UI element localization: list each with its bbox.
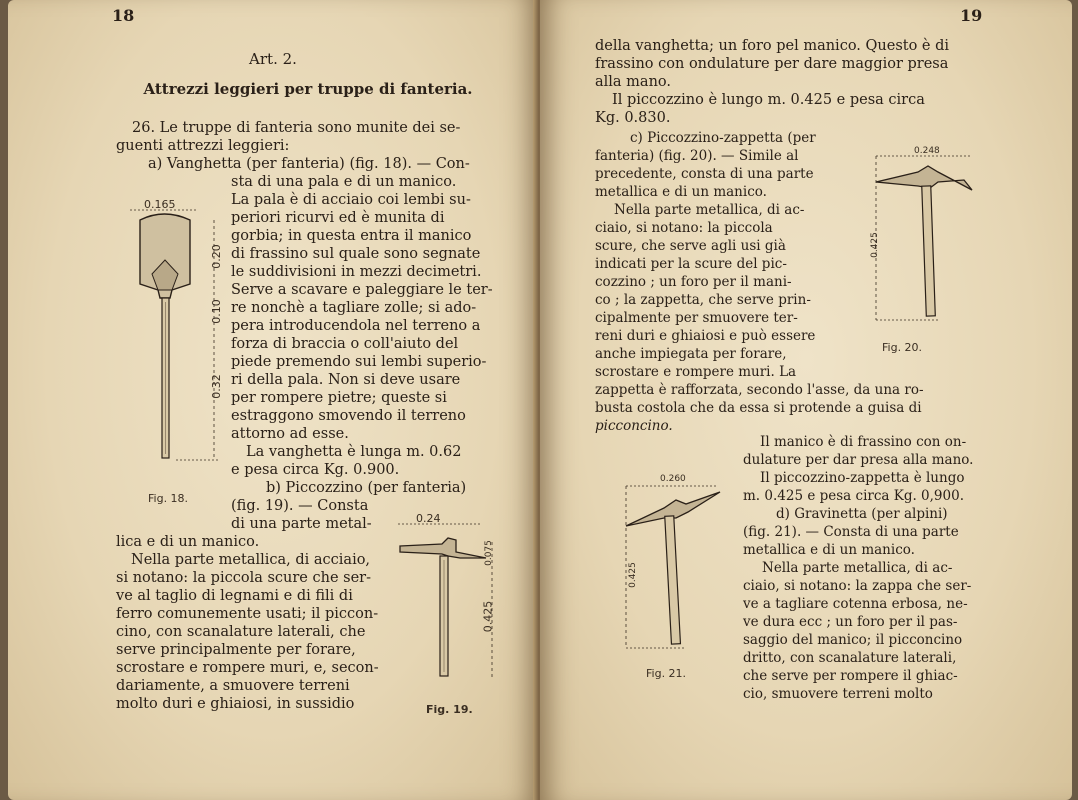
text-line: guenti attrezzi leggieri: — [116, 138, 290, 154]
text-line: dulature per dar presa alla mano. — [743, 452, 974, 468]
dimension-label: 0.075 — [483, 540, 494, 566]
text-line: La pala è di acciaio coi lembi su- — [231, 192, 471, 208]
text-line: alla mano. — [595, 74, 671, 90]
text-line: di una parte metal- — [231, 516, 372, 532]
right-page — [540, 0, 1072, 800]
text-line: a) Vanghetta (per fanteria) (fig. 18). — Con- — [148, 156, 470, 172]
text-line: ve al taglio di legnami e di fili di — [116, 588, 353, 604]
text-line: dritto, con scanalature laterali, — [743, 650, 957, 666]
text-line: re nonchè a tagliare zolle; si ado- — [231, 300, 477, 316]
text-line: Kg. 0.830. — [595, 110, 671, 126]
text-line: co ; la zappetta, che serve prin- — [595, 292, 811, 308]
dimension-label: 0.24 — [416, 512, 441, 525]
text-line: gorbia; in questa entra il manico — [231, 228, 472, 244]
text-line: Il piccozzino è lungo m. 0.425 e pesa circa — [612, 92, 925, 108]
text-line: si notano: la piccola scure che ser- — [116, 570, 371, 586]
text-line: m. 0.425 e pesa circa Kg. 0,900. — [743, 488, 964, 504]
text-line: pera introducendola nel terreno a — [231, 318, 481, 334]
text-line: ferro comunemente usati; il piccon- — [116, 606, 379, 622]
article-heading: Art. 2. — [249, 50, 297, 68]
text-line: anche impiegata per forare, — [595, 346, 787, 362]
text-line: ve dura ecc ; un foro per il pas- — [743, 614, 958, 630]
text-line: sta di una pala e di un manico. — [231, 174, 457, 190]
text-line: attorno ad esse. — [231, 426, 349, 442]
text-line: 26. Le truppe di fanteria sono munite dei se- — [132, 120, 461, 136]
text-line: scrostare e rompere muri. La — [595, 364, 797, 380]
text-line: scrostare e rompere muri, e, secon- — [116, 660, 379, 676]
text-line: fanteria) (fig. 20). — Simile al — [595, 148, 799, 164]
dimension-label: 0.425 — [481, 600, 495, 633]
figure-caption: Fig. 21. — [646, 667, 687, 680]
text-line: busta costola che da essa si protende a guisa di — [595, 400, 922, 416]
dimension-label: 0.10 — [209, 299, 223, 324]
text-line: frassino con ondulature per dare maggior presa — [595, 56, 949, 72]
text-line: che serve per rompere il ghiac- — [743, 668, 958, 684]
text-line: Nella parte metallica, di acciaio, — [131, 552, 371, 568]
figure-caption: Fig. 19. — [426, 703, 473, 716]
dimension-label: 0.32 — [209, 374, 223, 399]
left-page — [8, 0, 538, 800]
text-line: metallica e di un manico. — [595, 184, 767, 200]
section-title: Attrezzi leggieri per truppe di fanteria. — [143, 80, 473, 98]
text-line: dariamente, a smuovere terreni — [116, 678, 350, 694]
text-line: cozzino ; un foro per il mani- — [595, 274, 792, 290]
text-line: Serve a scavare e paleggiare le ter- — [231, 282, 493, 298]
figure-caption: Fig. 18. — [148, 492, 189, 505]
text-line: zappetta è rafforzata, secondo l'asse, da una ro- — [595, 382, 924, 398]
text-line: b) Piccozzino (per fanteria) — [266, 480, 467, 496]
text-line: precedente, consta di una parte — [595, 166, 814, 182]
text-line: serve principalmente per forare, — [116, 642, 356, 658]
figure-18-spade — [120, 198, 220, 468]
dimension-label: 0.248 — [914, 146, 940, 156]
text-line: metallica e di un manico. — [743, 542, 915, 558]
text-line: scure, che serve agli usi già — [595, 238, 786, 254]
text-line: le suddivisioni in mezzi decimetri. — [231, 264, 482, 280]
page-number: 18 — [112, 6, 135, 25]
dimension-label: 0.425 — [627, 562, 638, 588]
dimension-label: 0.165 — [144, 198, 176, 211]
text-line: ciaio, si notano: la piccola — [595, 220, 773, 236]
text-line: La vanghetta è lunga m. 0.62 — [246, 444, 462, 460]
text-line: estraggono smovendo il terreno — [231, 408, 466, 424]
text-line: reni duri e ghiaiosi e può essere — [595, 328, 816, 344]
text-line: periori ricurvi ed è munita di — [231, 210, 445, 226]
figure-caption: Fig. 20. — [882, 341, 923, 354]
text-line: molto duri e ghiaiosi, in sussidio — [116, 696, 355, 712]
text-line: e pesa circa Kg. 0.900. — [231, 462, 400, 478]
text-line: Nella parte metallica, di ac- — [762, 560, 953, 576]
text-line: lica e di un manico. — [116, 534, 260, 550]
figure-20-pick-mattock — [868, 150, 978, 325]
text-line: picconcino. — [595, 418, 673, 434]
text-line: indicati per la scure del pic- — [595, 256, 787, 272]
page-number: 19 — [960, 6, 983, 25]
text-line: Il manico è di frassino con on- — [760, 434, 967, 450]
text-line: ciaio, si notano: la zappa che ser- — [743, 578, 972, 594]
text-line: cio, smuovere terreni molto — [743, 686, 933, 702]
dimension-label: 0.425 — [869, 232, 880, 258]
text-line: per rompere pietre; queste si — [231, 390, 447, 406]
text-line: cino, con scanalature laterali, che — [116, 624, 366, 640]
text-line: d) Gravinetta (per alpini) — [776, 506, 948, 522]
text-line: ri della pala. Non si deve usare — [231, 372, 461, 388]
text-line: (fig. 21). — Consta di una parte — [743, 524, 959, 540]
text-line: forza di braccia o coll'aiuto del — [231, 336, 459, 352]
text-line: cipalmente per smuovere ter- — [595, 310, 798, 326]
dimension-label: 0.260 — [660, 474, 686, 484]
text-line: Nella parte metallica, di ac- — [614, 202, 805, 218]
text-line: c) Piccozzino-zappetta (per — [630, 130, 816, 146]
text-line: piede premendo sui lembi superio- — [231, 354, 487, 370]
text-line: della vanghetta; un foro pel manico. Questo è di — [595, 38, 950, 54]
dimension-label: 0.20 — [209, 244, 223, 269]
text-line: saggio del manico; il picconcino — [743, 632, 963, 648]
text-line: di frassino sul quale sono segnate — [231, 246, 481, 262]
text-line: ve a tagliare cotenna erbosa, ne- — [743, 596, 968, 612]
text-line: (fig. 19). — Consta — [231, 498, 369, 514]
text-line: Il piccozzino-zappetta è lungo — [760, 470, 965, 486]
